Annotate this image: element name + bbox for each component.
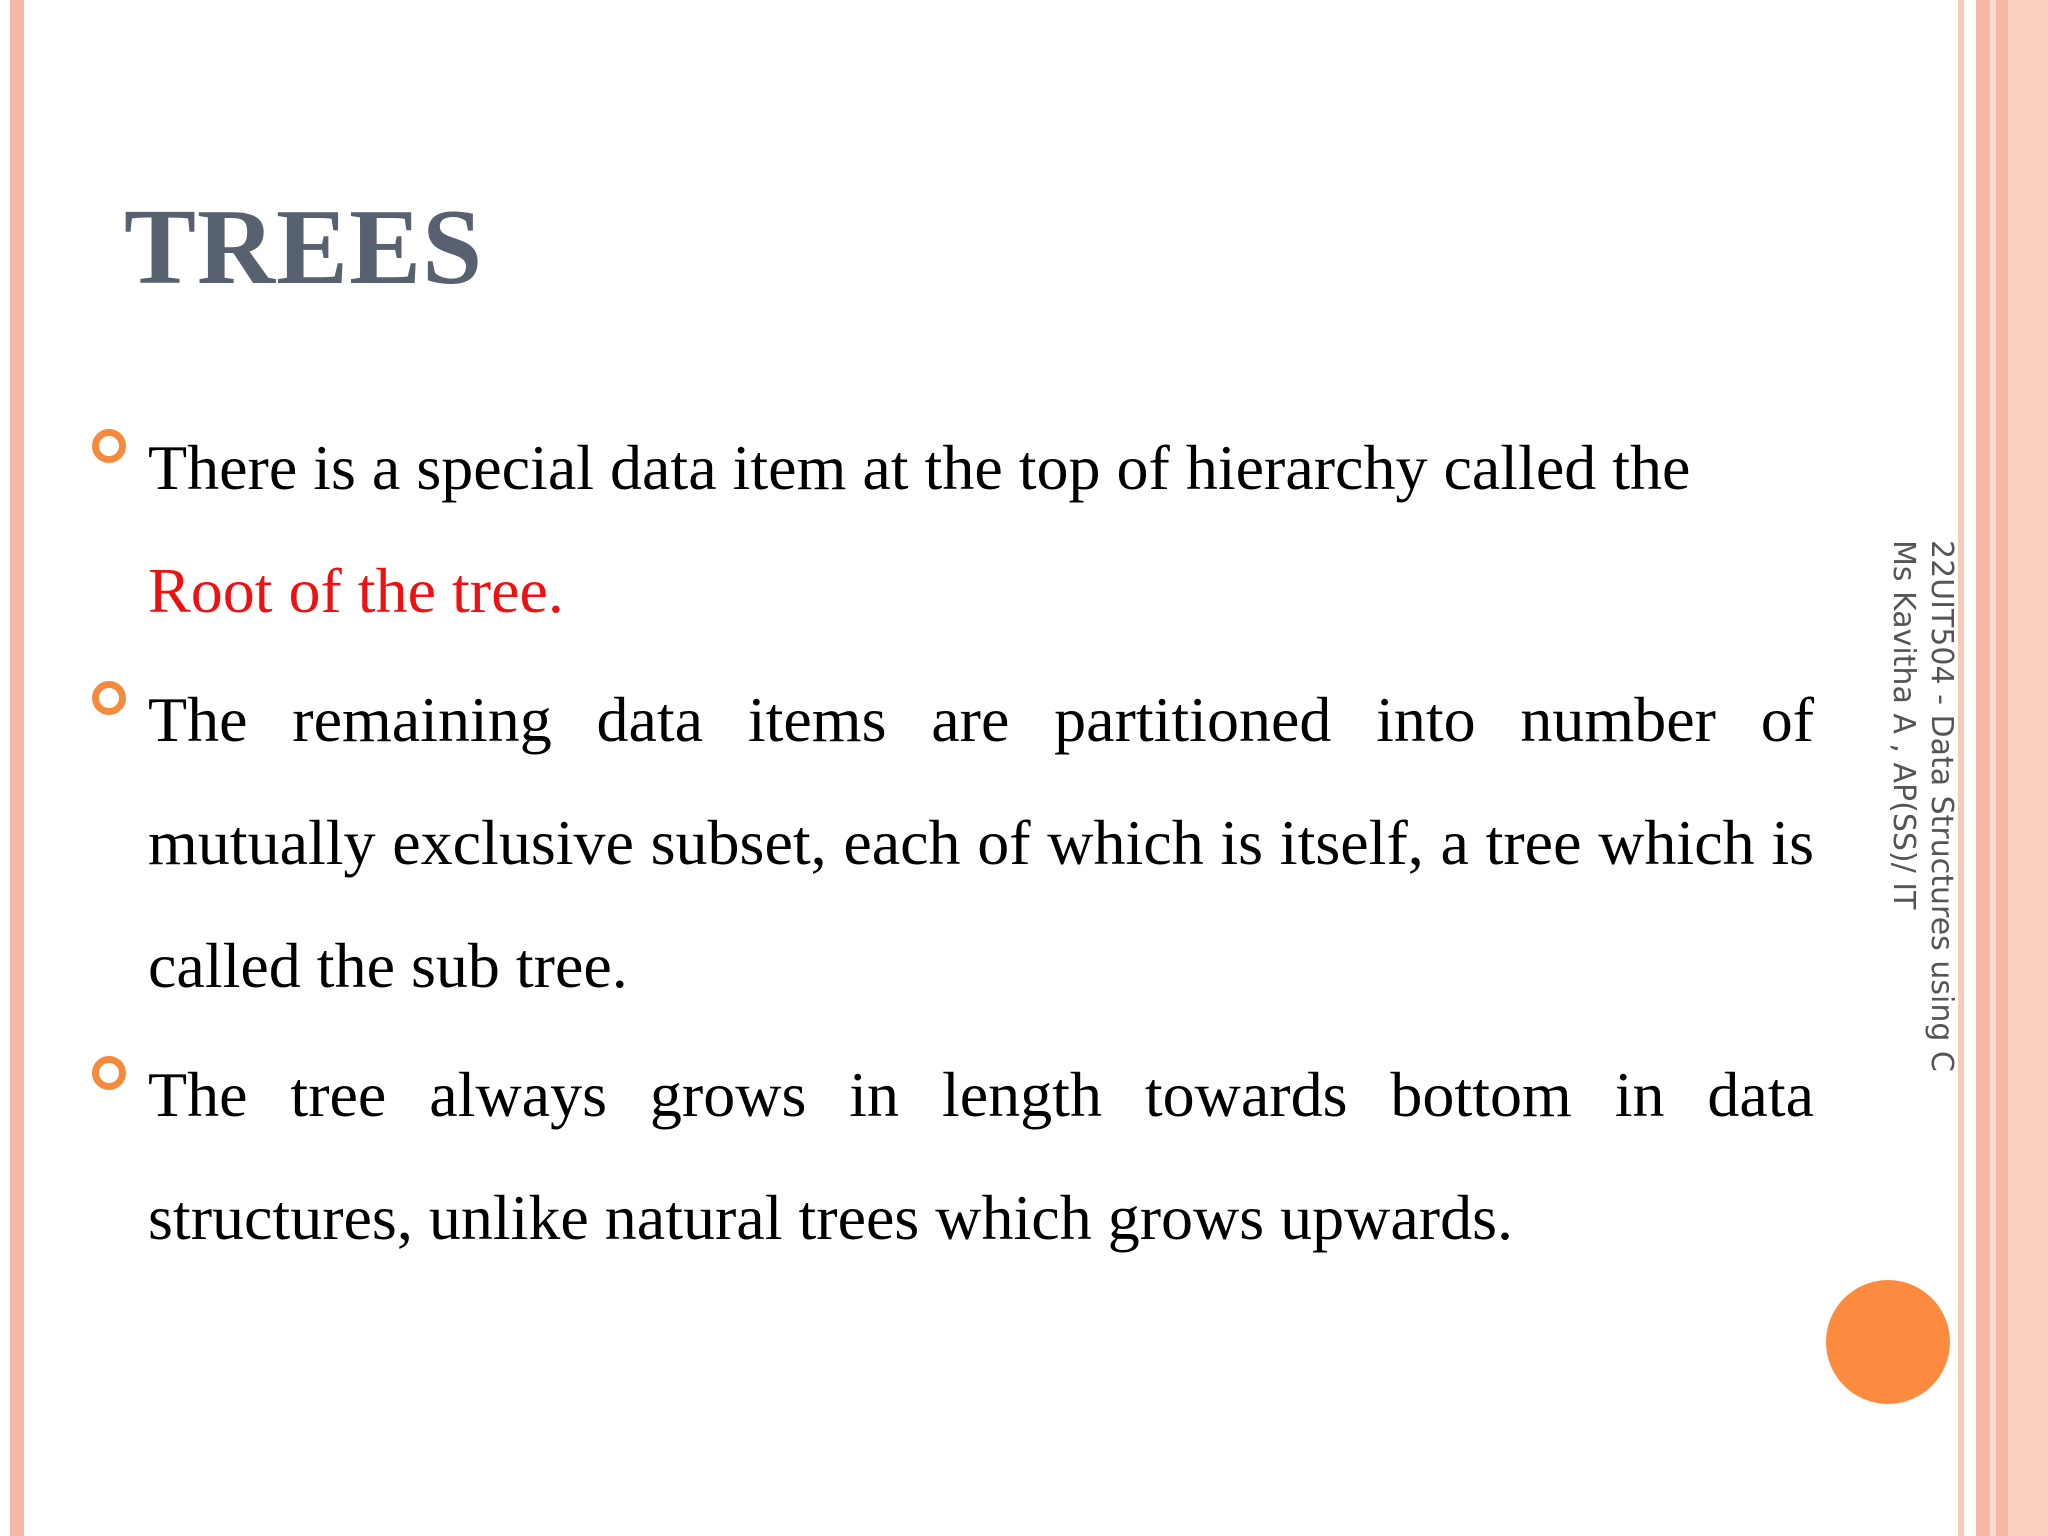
orange-circle-decoration [1826,1280,1950,1404]
circle-bullet-icon [92,681,126,715]
bullet-item [92,406,1814,652]
footer-course: 22UIT504 - Data Structures using C [1924,540,1959,1072]
circle-bullet-icon [92,429,126,463]
bullet-body: The tree always grows in length towards bottom in data structures, unlike natural trees which grows upwards. [148,1059,1814,1253]
bullet-item [92,1033,1814,1279]
bullet-list [92,406,1814,1285]
circle-bullet-icon [92,1056,126,1090]
right-border-stripe [1976,0,1990,1536]
left-border-decoration [10,0,24,1536]
bullet-text [148,1033,1814,1279]
bullet-item [92,658,1814,1027]
bullet-body: There is a special data item at the top of hierarchy called the [148,432,1691,503]
right-border-stripe [2008,0,2048,1536]
slide-title: TREES [124,188,484,307]
bullet-text [148,658,1814,1027]
bullet-body: The remaining data items are partitioned into number of mutually exclusive subset, each of which is itself, a tree which is called the sub tree. [148,684,1814,1001]
slide-footer-vertical [1880,540,1960,1100]
right-border-stripe [1966,0,1976,1536]
bullet-highlight: Root of the tree. [148,555,564,626]
footer-author: Ms Kavitha A , AP(SS)/ IT [1886,540,1921,910]
bullet-text [148,406,1814,652]
right-border-stripe [1996,0,2008,1536]
